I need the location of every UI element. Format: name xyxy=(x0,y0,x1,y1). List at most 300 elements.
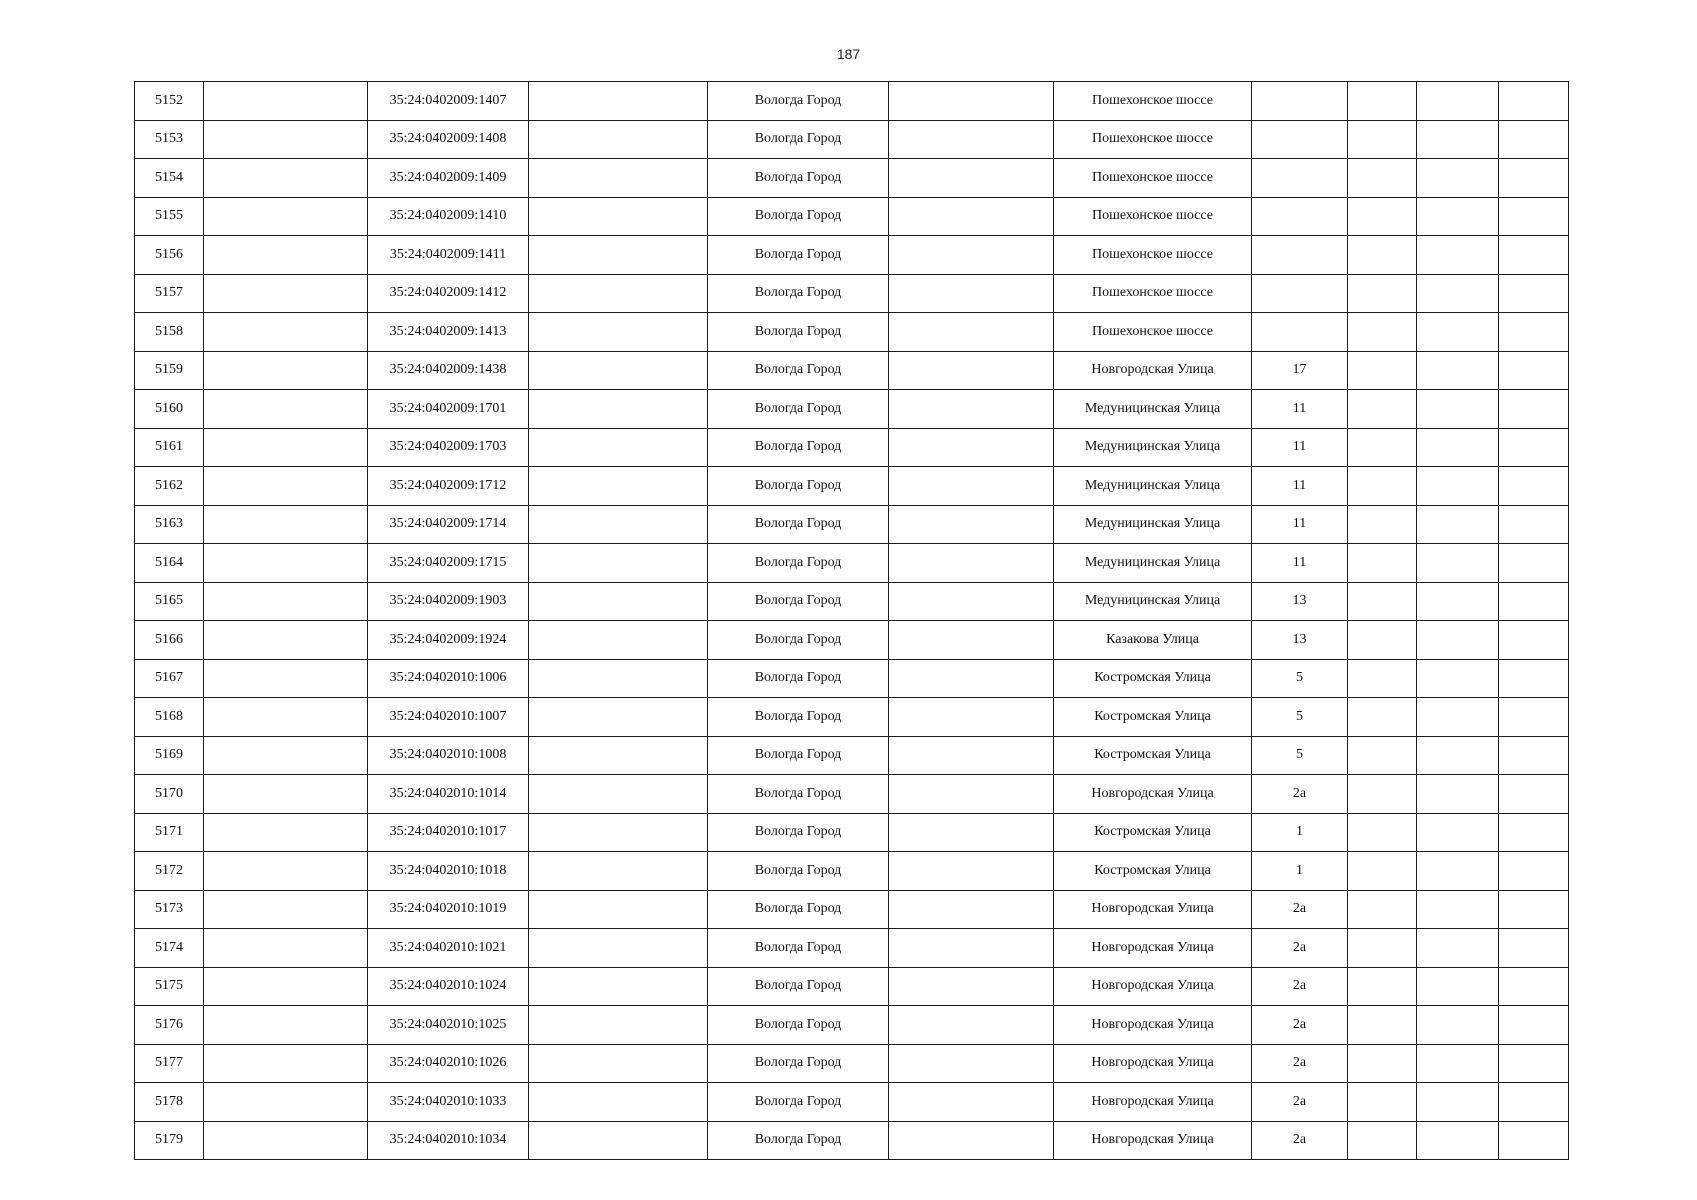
cadastral-number-cell: 35:24:0402009:1714 xyxy=(368,505,529,544)
row-number-cell: 5179 xyxy=(135,1121,204,1160)
empty-cell xyxy=(1348,544,1417,583)
empty-cell xyxy=(529,1044,708,1083)
house-number-cell: 5 xyxy=(1252,659,1348,698)
empty-cell xyxy=(1417,1121,1499,1160)
empty-cell xyxy=(889,544,1054,583)
street-cell: Медуницинская Улица xyxy=(1054,582,1252,621)
street-cell: Пошехонское шоссе xyxy=(1054,197,1252,236)
city-cell: Вологда Город xyxy=(708,236,889,275)
empty-cell xyxy=(1348,313,1417,352)
empty-cell xyxy=(1417,1006,1499,1045)
empty-cell xyxy=(1499,313,1569,352)
table-row xyxy=(135,351,1569,390)
house-number-cell xyxy=(1252,197,1348,236)
empty-cell xyxy=(1348,736,1417,775)
cadastral-number-cell: 35:24:0402010:1034 xyxy=(368,1121,529,1160)
empty-cell xyxy=(1417,505,1499,544)
empty-cell xyxy=(1348,582,1417,621)
empty-cell xyxy=(1348,698,1417,737)
city-cell: Вологда Город xyxy=(708,967,889,1006)
empty-cell xyxy=(1499,159,1569,198)
table-row xyxy=(135,82,1569,121)
street-cell: Новгородская Улица xyxy=(1054,351,1252,390)
house-number-cell: 11 xyxy=(1252,428,1348,467)
empty-cell xyxy=(1348,1121,1417,1160)
empty-cell xyxy=(1499,890,1569,929)
street-cell: Новгородская Улица xyxy=(1054,1044,1252,1083)
house-number-cell: 2а xyxy=(1252,1006,1348,1045)
empty-cell xyxy=(889,967,1054,1006)
empty-cell xyxy=(1499,505,1569,544)
street-cell: Костромская Улица xyxy=(1054,659,1252,698)
empty-cell xyxy=(889,852,1054,891)
street-cell: Костромская Улица xyxy=(1054,698,1252,737)
house-number-cell: 2а xyxy=(1252,929,1348,968)
empty-cell xyxy=(204,659,368,698)
row-number-cell: 5171 xyxy=(135,813,204,852)
empty-cell xyxy=(889,929,1054,968)
empty-cell xyxy=(204,120,368,159)
empty-cell xyxy=(1348,197,1417,236)
house-number-cell: 2а xyxy=(1252,1044,1348,1083)
empty-cell xyxy=(1499,659,1569,698)
empty-cell xyxy=(1417,467,1499,506)
empty-cell xyxy=(1417,890,1499,929)
house-number-cell xyxy=(1252,120,1348,159)
empty-cell xyxy=(1499,274,1569,313)
empty-cell xyxy=(204,813,368,852)
row-number-cell: 5163 xyxy=(135,505,204,544)
row-number-cell: 5168 xyxy=(135,698,204,737)
empty-cell xyxy=(1417,390,1499,429)
street-cell: Костромская Улица xyxy=(1054,813,1252,852)
empty-cell xyxy=(1499,813,1569,852)
house-number-cell: 1 xyxy=(1252,813,1348,852)
empty-cell xyxy=(1417,236,1499,275)
empty-cell xyxy=(529,544,708,583)
street-cell: Новгородская Улица xyxy=(1054,890,1252,929)
table-row xyxy=(135,467,1569,506)
street-cell: Пошехонское шоссе xyxy=(1054,120,1252,159)
empty-cell xyxy=(1348,82,1417,121)
cadastral-number-cell: 35:24:0402009:1712 xyxy=(368,467,529,506)
empty-cell xyxy=(889,775,1054,814)
city-cell: Вологда Город xyxy=(708,159,889,198)
empty-cell xyxy=(204,1044,368,1083)
house-number-cell: 11 xyxy=(1252,467,1348,506)
street-cell: Пошехонское шоссе xyxy=(1054,159,1252,198)
empty-cell xyxy=(529,82,708,121)
empty-cell xyxy=(529,582,708,621)
house-number-cell xyxy=(1252,274,1348,313)
row-number-cell: 5176 xyxy=(135,1006,204,1045)
city-cell: Вологда Город xyxy=(708,775,889,814)
house-number-cell: 2а xyxy=(1252,1121,1348,1160)
empty-cell xyxy=(1348,274,1417,313)
city-cell: Вологда Город xyxy=(708,313,889,352)
empty-cell xyxy=(204,505,368,544)
cadastral-number-cell: 35:24:0402009:1703 xyxy=(368,428,529,467)
empty-cell xyxy=(204,197,368,236)
empty-cell xyxy=(1417,351,1499,390)
empty-cell xyxy=(1348,505,1417,544)
empty-cell xyxy=(1348,120,1417,159)
table-row xyxy=(135,197,1569,236)
cadastral-number-cell: 35:24:0402009:1715 xyxy=(368,544,529,583)
empty-cell xyxy=(1417,967,1499,1006)
street-cell: Медуницинская Улица xyxy=(1054,428,1252,467)
empty-cell xyxy=(889,813,1054,852)
empty-cell xyxy=(529,120,708,159)
empty-cell xyxy=(1348,1083,1417,1122)
empty-cell xyxy=(1417,274,1499,313)
empty-cell xyxy=(889,274,1054,313)
city-cell: Вологда Город xyxy=(708,467,889,506)
street-cell: Новгородская Улица xyxy=(1054,1121,1252,1160)
house-number-cell: 11 xyxy=(1252,544,1348,583)
row-number-cell: 5177 xyxy=(135,1044,204,1083)
city-cell: Вологда Город xyxy=(708,621,889,660)
empty-cell xyxy=(889,698,1054,737)
empty-cell xyxy=(1348,159,1417,198)
table-row xyxy=(135,967,1569,1006)
empty-cell xyxy=(529,659,708,698)
cadastral-number-cell: 35:24:0402010:1021 xyxy=(368,929,529,968)
house-number-cell: 11 xyxy=(1252,390,1348,429)
empty-cell xyxy=(1499,967,1569,1006)
street-cell: Пошехонское шоссе xyxy=(1054,236,1252,275)
row-number-cell: 5160 xyxy=(135,390,204,429)
empty-cell xyxy=(889,1044,1054,1083)
row-number-cell: 5164 xyxy=(135,544,204,583)
table-row xyxy=(135,852,1569,891)
empty-cell xyxy=(529,1121,708,1160)
empty-cell xyxy=(1499,698,1569,737)
empty-cell xyxy=(1417,698,1499,737)
table-row xyxy=(135,159,1569,198)
empty-cell xyxy=(529,775,708,814)
page-number: 187 xyxy=(836,46,861,62)
table-row xyxy=(135,505,1569,544)
table-row xyxy=(135,1121,1569,1160)
cadastral-number-cell: 35:24:0402009:1924 xyxy=(368,621,529,660)
empty-cell xyxy=(889,890,1054,929)
cadastral-number-cell: 35:24:0402010:1033 xyxy=(368,1083,529,1122)
empty-cell xyxy=(529,236,708,275)
house-number-cell xyxy=(1252,82,1348,121)
row-number-cell: 5178 xyxy=(135,1083,204,1122)
house-number-cell: 13 xyxy=(1252,582,1348,621)
empty-cell xyxy=(529,467,708,506)
city-cell: Вологда Город xyxy=(708,197,889,236)
empty-cell xyxy=(1417,813,1499,852)
empty-cell xyxy=(1499,1083,1569,1122)
house-number-cell: 1 xyxy=(1252,852,1348,891)
empty-cell xyxy=(529,390,708,429)
empty-cell xyxy=(204,582,368,621)
empty-cell xyxy=(1417,159,1499,198)
empty-cell xyxy=(1499,736,1569,775)
cadastral-number-cell: 35:24:0402010:1008 xyxy=(368,736,529,775)
empty-cell xyxy=(1417,621,1499,660)
empty-cell xyxy=(1499,929,1569,968)
row-number-cell: 5175 xyxy=(135,967,204,1006)
empty-cell xyxy=(529,197,708,236)
empty-cell xyxy=(529,929,708,968)
empty-cell xyxy=(1499,775,1569,814)
empty-cell xyxy=(1499,852,1569,891)
cadastral-number-cell: 35:24:0402010:1026 xyxy=(368,1044,529,1083)
empty-cell xyxy=(889,467,1054,506)
empty-cell xyxy=(1499,236,1569,275)
house-number-cell: 11 xyxy=(1252,505,1348,544)
table-row xyxy=(135,775,1569,814)
city-cell: Вологда Город xyxy=(708,852,889,891)
empty-cell xyxy=(529,621,708,660)
house-number-cell: 2а xyxy=(1252,890,1348,929)
empty-cell xyxy=(889,159,1054,198)
street-cell: Новгородская Улица xyxy=(1054,929,1252,968)
street-cell: Медуницинская Улица xyxy=(1054,505,1252,544)
street-cell: Костромская Улица xyxy=(1054,736,1252,775)
cadastral-number-cell: 35:24:0402010:1014 xyxy=(368,775,529,814)
empty-cell xyxy=(1417,120,1499,159)
city-cell: Вологда Город xyxy=(708,1006,889,1045)
house-number-cell xyxy=(1252,236,1348,275)
empty-cell xyxy=(1348,467,1417,506)
register-body xyxy=(135,82,1569,1160)
empty-cell xyxy=(204,852,368,891)
table-row xyxy=(135,890,1569,929)
empty-cell xyxy=(1417,775,1499,814)
cadastral-number-cell: 35:24:0402010:1018 xyxy=(368,852,529,891)
city-cell: Вологда Город xyxy=(708,1083,889,1122)
table-row xyxy=(135,1006,1569,1045)
empty-cell xyxy=(529,505,708,544)
empty-cell xyxy=(889,236,1054,275)
empty-cell xyxy=(1417,313,1499,352)
empty-cell xyxy=(889,197,1054,236)
row-number-cell: 5173 xyxy=(135,890,204,929)
empty-cell xyxy=(1499,1006,1569,1045)
city-cell: Вологда Город xyxy=(708,390,889,429)
city-cell: Вологда Город xyxy=(708,505,889,544)
table-row xyxy=(135,313,1569,352)
empty-cell xyxy=(204,390,368,429)
empty-cell xyxy=(529,1006,708,1045)
city-cell: Вологда Город xyxy=(708,659,889,698)
table-row xyxy=(135,544,1569,583)
empty-cell xyxy=(529,1083,708,1122)
cadastral-number-cell: 35:24:0402009:1411 xyxy=(368,236,529,275)
empty-cell xyxy=(1417,659,1499,698)
street-cell: Новгородская Улица xyxy=(1054,775,1252,814)
empty-cell xyxy=(1348,1044,1417,1083)
empty-cell xyxy=(889,390,1054,429)
house-number-cell: 5 xyxy=(1252,698,1348,737)
empty-cell xyxy=(1499,390,1569,429)
empty-cell xyxy=(1499,351,1569,390)
empty-cell xyxy=(529,967,708,1006)
street-cell: Новгородская Улица xyxy=(1054,1083,1252,1122)
empty-cell xyxy=(1499,582,1569,621)
table-row xyxy=(135,582,1569,621)
row-number-cell: 5162 xyxy=(135,467,204,506)
empty-cell xyxy=(1348,1006,1417,1045)
street-cell: Новгородская Улица xyxy=(1054,967,1252,1006)
empty-cell xyxy=(889,313,1054,352)
empty-cell xyxy=(889,659,1054,698)
empty-cell xyxy=(204,1083,368,1122)
street-cell: Пошехонское шоссе xyxy=(1054,313,1252,352)
house-number-cell xyxy=(1252,159,1348,198)
row-number-cell: 5169 xyxy=(135,736,204,775)
street-cell: Пошехонское шоссе xyxy=(1054,274,1252,313)
house-number-cell: 2а xyxy=(1252,775,1348,814)
cadastral-number-cell: 35:24:0402010:1024 xyxy=(368,967,529,1006)
house-number-cell: 13 xyxy=(1252,621,1348,660)
empty-cell xyxy=(1499,1121,1569,1160)
empty-cell xyxy=(1348,890,1417,929)
city-cell: Вологда Город xyxy=(708,82,889,121)
city-cell: Вологда Город xyxy=(708,736,889,775)
empty-cell xyxy=(889,82,1054,121)
house-number-cell: 2а xyxy=(1252,967,1348,1006)
cadastral-number-cell: 35:24:0402010:1007 xyxy=(368,698,529,737)
empty-cell xyxy=(204,967,368,1006)
table-row xyxy=(135,929,1569,968)
empty-cell xyxy=(1417,428,1499,467)
empty-cell xyxy=(1348,929,1417,968)
empty-cell xyxy=(889,621,1054,660)
empty-cell xyxy=(1499,120,1569,159)
empty-cell xyxy=(889,582,1054,621)
empty-cell xyxy=(204,929,368,968)
table-row xyxy=(135,659,1569,698)
row-number-cell: 5170 xyxy=(135,775,204,814)
empty-cell xyxy=(889,1121,1054,1160)
city-cell: Вологда Город xyxy=(708,582,889,621)
empty-cell xyxy=(1499,197,1569,236)
row-number-cell: 5172 xyxy=(135,852,204,891)
empty-cell xyxy=(1417,929,1499,968)
cadastral-number-cell: 35:24:0402010:1025 xyxy=(368,1006,529,1045)
table-row xyxy=(135,274,1569,313)
street-cell: Пошехонское шоссе xyxy=(1054,82,1252,121)
city-cell: Вологда Город xyxy=(708,351,889,390)
empty-cell xyxy=(889,428,1054,467)
table-row xyxy=(135,428,1569,467)
table-row xyxy=(135,1044,1569,1083)
street-cell: Медуницинская Улица xyxy=(1054,467,1252,506)
empty-cell xyxy=(1417,544,1499,583)
property-register-table xyxy=(134,81,1569,1160)
empty-cell xyxy=(1348,852,1417,891)
empty-cell xyxy=(1348,351,1417,390)
empty-cell xyxy=(1417,736,1499,775)
cadastral-number-cell: 35:24:0402009:1413 xyxy=(368,313,529,352)
empty-cell xyxy=(204,351,368,390)
empty-cell xyxy=(1499,1044,1569,1083)
empty-cell xyxy=(1348,813,1417,852)
empty-cell xyxy=(1348,659,1417,698)
empty-cell xyxy=(889,351,1054,390)
cadastral-number-cell: 35:24:0402009:1409 xyxy=(368,159,529,198)
empty-cell xyxy=(889,505,1054,544)
city-cell: Вологда Город xyxy=(708,120,889,159)
cadastral-number-cell: 35:24:0402009:1701 xyxy=(368,390,529,429)
empty-cell xyxy=(204,428,368,467)
empty-cell xyxy=(204,736,368,775)
empty-cell xyxy=(204,890,368,929)
empty-cell xyxy=(1417,82,1499,121)
city-cell: Вологда Город xyxy=(708,1121,889,1160)
empty-cell xyxy=(529,351,708,390)
table-row xyxy=(135,1083,1569,1122)
street-cell: Костромская Улица xyxy=(1054,852,1252,891)
row-number-cell: 5155 xyxy=(135,197,204,236)
empty-cell xyxy=(1348,428,1417,467)
city-cell: Вологда Город xyxy=(708,544,889,583)
table-row xyxy=(135,621,1569,660)
city-cell: Вологда Город xyxy=(708,813,889,852)
row-number-cell: 5174 xyxy=(135,929,204,968)
empty-cell xyxy=(529,428,708,467)
city-cell: Вологда Город xyxy=(708,1044,889,1083)
empty-cell xyxy=(529,813,708,852)
empty-cell xyxy=(1348,621,1417,660)
empty-cell xyxy=(1348,236,1417,275)
empty-cell xyxy=(1417,1083,1499,1122)
empty-cell xyxy=(1348,390,1417,429)
city-cell: Вологда Город xyxy=(708,274,889,313)
empty-cell xyxy=(1499,467,1569,506)
empty-cell xyxy=(204,313,368,352)
row-number-cell: 5156 xyxy=(135,236,204,275)
empty-cell xyxy=(1499,544,1569,583)
table-row xyxy=(135,736,1569,775)
empty-cell xyxy=(529,313,708,352)
cadastral-number-cell: 35:24:0402010:1006 xyxy=(368,659,529,698)
row-number-cell: 5167 xyxy=(135,659,204,698)
empty-cell xyxy=(204,467,368,506)
empty-cell xyxy=(204,698,368,737)
empty-cell xyxy=(204,82,368,121)
cadastral-number-cell: 35:24:0402009:1438 xyxy=(368,351,529,390)
empty-cell xyxy=(1417,582,1499,621)
cadastral-number-cell: 35:24:0402009:1408 xyxy=(368,120,529,159)
empty-cell xyxy=(1499,428,1569,467)
cadastral-number-cell: 35:24:0402009:1412 xyxy=(368,274,529,313)
street-cell: Медуницинская Улица xyxy=(1054,390,1252,429)
table-row xyxy=(135,390,1569,429)
city-cell: Вологда Город xyxy=(708,929,889,968)
house-number-cell: 2а xyxy=(1252,1083,1348,1122)
cadastral-number-cell: 35:24:0402009:1407 xyxy=(368,82,529,121)
row-number-cell: 5157 xyxy=(135,274,204,313)
cadastral-number-cell: 35:24:0402009:1903 xyxy=(368,582,529,621)
city-cell: Вологда Город xyxy=(708,428,889,467)
empty-cell xyxy=(1417,852,1499,891)
empty-cell xyxy=(889,1083,1054,1122)
empty-cell xyxy=(204,1121,368,1160)
house-number-cell xyxy=(1252,313,1348,352)
empty-cell xyxy=(529,890,708,929)
empty-cell xyxy=(1417,197,1499,236)
empty-cell xyxy=(204,159,368,198)
empty-cell xyxy=(1417,1044,1499,1083)
empty-cell xyxy=(204,236,368,275)
